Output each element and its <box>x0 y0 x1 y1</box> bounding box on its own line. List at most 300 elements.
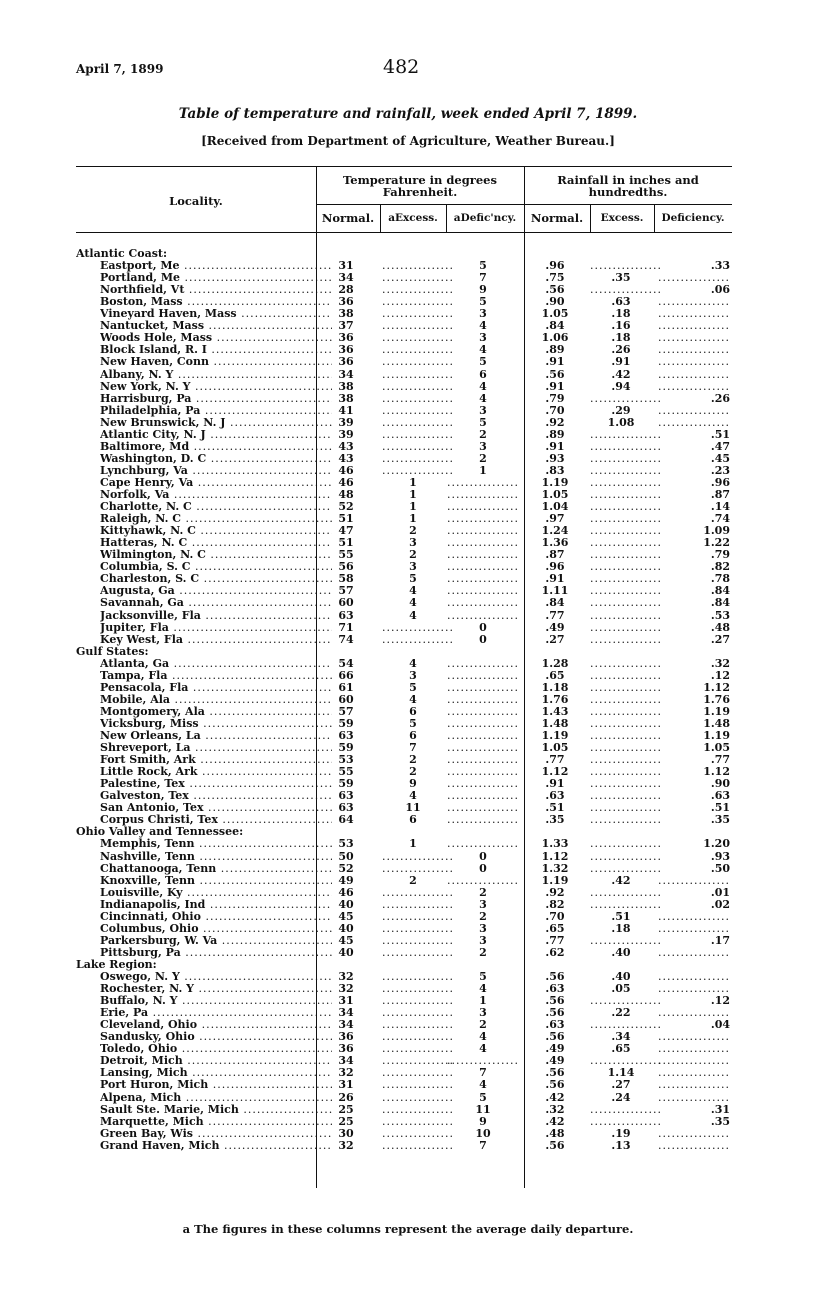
locality-cell: Parkersburg, W. Va ..... <box>100 935 332 947</box>
temp-normal-cell: 63 <box>338 608 354 622</box>
temp-normal-cell: 46 <box>338 475 354 489</box>
rain-deficiency-cell: ................ <box>658 1006 730 1020</box>
locality-cell: Albany, N. Y ..... <box>100 369 332 381</box>
rain-deficiency-cell: .27 <box>710 632 730 646</box>
temp-excess-cell: 1 <box>409 837 417 851</box>
rain-deficiency-cell: .79 <box>710 548 730 562</box>
rain-deficiency-cell: .12 <box>710 994 730 1008</box>
rain-normal-cell: 1.11 <box>541 584 569 598</box>
rain-normal-cell: 1.19 <box>541 873 569 887</box>
temp-excess-cell: ................ <box>382 391 454 405</box>
locality-cell: Alpena, Mich ..... <box>100 1092 332 1104</box>
table-row <box>76 369 732 381</box>
temp-normal-cell: 40 <box>338 945 354 959</box>
temp-normal-cell: 46 <box>338 885 354 899</box>
temp-normal-cell: 34 <box>338 1054 354 1068</box>
temp-deficiency-cell: ................ <box>447 488 519 501</box>
section-label: Ohio Valley and Tennessee: <box>76 826 244 839</box>
locality-cell: Northfield, Vt ..... <box>100 284 332 296</box>
temp-normal-cell: 57 <box>338 704 354 718</box>
temp-deficiency-cell: ................ <box>447 536 519 550</box>
rain-excess-cell: ................ <box>590 608 662 622</box>
temp-excess-cell: 4 <box>409 584 417 598</box>
rain-deficiency-cell: .35 <box>710 1114 730 1128</box>
rain-deficiency-cell: .48 <box>710 620 730 634</box>
temp-normal-cell: 59 <box>338 741 354 755</box>
temp-normal-cell: 54 <box>338 656 354 670</box>
rain-deficiency-cell: .78 <box>710 572 730 586</box>
rain-excess-cell: ................ <box>590 933 662 947</box>
locality-cell: Harrisburg, Pa ..... <box>100 393 332 405</box>
rain-normal-cell: 1.33 <box>541 837 569 851</box>
locality-cell: Cincinnati, Ohio ..... <box>100 911 332 923</box>
rain-deficiency-cell: .50 <box>710 861 730 875</box>
table-row <box>76 429 732 441</box>
rain-deficiency-cell: .02 <box>710 897 730 911</box>
temp-deficiency-cell: ................ <box>447 777 519 791</box>
rain-excess-cell: ................ <box>590 620 662 634</box>
rain-excess-cell: ................ <box>590 548 662 562</box>
rain-deficiency-cell: .84 <box>710 596 730 610</box>
locality-cell: Oswego, N. Y ..... <box>100 971 332 983</box>
temp-excess-cell: ................ <box>382 427 454 441</box>
temp-normal-cell: 30 <box>338 1126 354 1140</box>
rain-deficiency-cell: ................ <box>658 403 730 417</box>
rain-deficiency-cell: ................ <box>658 1042 730 1056</box>
rain-deficiency-cell: ................ <box>658 1030 730 1044</box>
rain-excess-cell: ................ <box>590 259 662 273</box>
temp-deficiency-cell: 5 <box>479 259 487 273</box>
rain-excess-cell: ................ <box>590 994 662 1008</box>
temp-normal-cell: 40 <box>338 921 354 935</box>
temp-normal-cell: 34 <box>338 1006 354 1020</box>
rain-normal-cell: 1.05 <box>541 307 569 321</box>
temp-excess-cell: ................ <box>382 994 454 1008</box>
rain-normal-cell: 1.43 <box>541 704 569 718</box>
temp-excess-cell: 1 <box>409 475 417 489</box>
temp-normal-cell: 66 <box>338 668 354 682</box>
locality-cell: Little Rock, Ark ..... <box>100 766 332 778</box>
temp-deficiency-cell: ................ <box>447 668 519 682</box>
temp-deficiency-cell: ................ <box>447 729 519 742</box>
rain-excess-cell: .22 <box>611 1006 631 1020</box>
rain-normal-cell: .49 <box>545 1054 565 1068</box>
temp-deficiency-cell: 4 <box>479 391 487 405</box>
rain-normal-cell: 1.19 <box>541 729 569 742</box>
locality-cell: Corpus Christi, Tex ..... <box>100 814 332 826</box>
rain-deficiency-cell: 1.19 <box>703 729 730 742</box>
locality-cell: Savannah, Ga ..... <box>100 597 332 609</box>
temp-normal-cell: 63 <box>338 801 354 815</box>
rain-excess-cell: ................ <box>590 765 662 779</box>
rain-deficiency-cell: .63 <box>710 789 730 803</box>
temp-deficiency-cell: 7 <box>479 271 487 285</box>
temp-deficiency-cell: ................ <box>447 548 519 562</box>
temp-excess-cell: ................ <box>382 632 454 646</box>
rain-deficiency-cell: .17 <box>710 933 730 947</box>
locality-cell: Cleveland, Ohio ..... <box>100 1019 332 1031</box>
temp-deficiency-cell: 1 <box>479 994 487 1008</box>
temp-excess-cell: 6 <box>409 813 417 827</box>
rain-normal-cell: 1.05 <box>541 741 569 755</box>
temp-normal-cell: 36 <box>338 1042 354 1056</box>
temp-excess-cell: ................ <box>382 415 454 429</box>
rain-excess-cell: ................ <box>590 584 662 598</box>
temp-deficiency-cell: ................ <box>447 524 519 538</box>
rain-normal-cell: .70 <box>545 403 565 417</box>
rain-normal-cell: .49 <box>545 620 565 634</box>
table-row <box>76 658 732 670</box>
rain-deficiency-cell: .82 <box>710 560 730 574</box>
temp-excess-cell: ................ <box>382 982 454 996</box>
temp-excess-cell: 4 <box>409 656 417 670</box>
temp-normal-cell: 36 <box>338 355 354 369</box>
rain-deficiency-cell: ................ <box>658 343 730 357</box>
rain-excess-cell: .42 <box>611 367 631 381</box>
rain-normal-cell: .63 <box>545 789 565 803</box>
temp-normal-cell: 50 <box>338 849 354 863</box>
rain-normal-cell: .51 <box>545 801 565 815</box>
temp-normal-cell: 32 <box>338 1138 354 1152</box>
rain-normal-cell: .70 <box>545 909 565 923</box>
rain-deficiency-cell: 1.20 <box>703 837 730 851</box>
temp-deficiency-cell: ................ <box>447 475 519 489</box>
temp-deficiency-cell: ................ <box>447 704 519 718</box>
temp-deficiency-cell: ................ <box>447 656 519 670</box>
temp-normal-cell: 49 <box>338 873 354 887</box>
rain-excess-cell: ................ <box>590 283 662 297</box>
temp-excess-cell: 11 <box>405 801 421 815</box>
temp-excess-cell: ................ <box>382 861 454 875</box>
temp-normal-cell: 43 <box>338 439 354 453</box>
rain-excess-cell: .40 <box>611 945 631 959</box>
locality-cell: Sault Ste. Marie, Mich ..... <box>100 1104 332 1116</box>
rain-deficiency-cell: ................ <box>658 307 730 321</box>
rain-excess-cell: .26 <box>611 343 631 357</box>
temp-excess-cell: 9 <box>409 777 417 791</box>
temp-normal-cell: 40 <box>338 897 354 911</box>
temp-deficiency-cell: ................ <box>447 801 519 815</box>
temp-deficiency-cell: ................ <box>447 837 519 851</box>
rain-deficiency-cell: .35 <box>710 813 730 827</box>
rain-deficiency-cell: ................ <box>658 945 730 959</box>
rain-excess-cell: ................ <box>590 560 662 574</box>
rain-normal-cell: .56 <box>545 970 565 983</box>
rain-excess-cell: ................ <box>590 801 662 815</box>
rain-excess-cell: ................ <box>590 789 662 803</box>
rain-deficiency-cell: ................ <box>658 1066 730 1080</box>
locality-cell: Raleigh, N. C ..... <box>100 513 332 525</box>
table-row <box>76 393 732 405</box>
rain-deficiency-cell: .32 <box>710 656 730 670</box>
temp-normal-cell: 63 <box>338 729 354 742</box>
rain-normal-cell: .56 <box>545 367 565 381</box>
temp-excess-cell: ................ <box>382 1114 454 1128</box>
temp-normal-cell: 71 <box>338 620 354 634</box>
table-title: Table of temperature and rainfall, week ended April 7, 1899. <box>178 106 638 122</box>
temp-deficiency-cell: 4 <box>479 379 487 393</box>
section-header-row <box>76 646 732 658</box>
locality-cell: Buffalo, N. Y ..... <box>100 995 332 1007</box>
temp-excess-cell: ................ <box>382 283 454 297</box>
rain-excess-cell: ................ <box>590 777 662 791</box>
temp-deficiency-cell: 4 <box>479 319 487 333</box>
rain-deficiency-cell: .51 <box>710 427 730 441</box>
table-row <box>76 863 732 875</box>
temp-normal-cell: 31 <box>338 1078 354 1092</box>
locality-cell: Charlotte, N. C ..... <box>100 501 332 513</box>
rain-deficiency-cell: 1.12 <box>703 765 730 779</box>
temp-normal-cell: 59 <box>338 716 354 730</box>
rain-normal-cell: .65 <box>545 921 565 935</box>
temp-normal-cell: 37 <box>338 319 354 333</box>
rain-excess-cell: .18 <box>611 921 631 935</box>
temp-normal-cell: 36 <box>338 295 354 309</box>
rain-normal-cell: .84 <box>545 596 565 610</box>
rain-normal-cell: .77 <box>545 933 565 947</box>
rain-normal-cell: .42 <box>545 1090 565 1104</box>
rain-normal-cell: 1.32 <box>541 861 569 875</box>
rain-normal-cell: .91 <box>545 439 565 453</box>
table-row <box>76 1104 732 1116</box>
temp-deficiency-cell: 3 <box>479 921 487 935</box>
locality-cell: New York, N. Y ..... <box>100 381 332 393</box>
locality-cell: Chattanooga, Tenn ..... <box>100 863 332 875</box>
temp-normal-cell: 64 <box>338 813 354 827</box>
temp-normal-cell: 25 <box>338 1102 354 1116</box>
locality-cell: Montgomery, Ala ..... <box>100 706 332 718</box>
rain-normal-cell: .56 <box>545 283 565 297</box>
temp-normal-cell: 48 <box>338 488 354 501</box>
temp-excess-cell: ................ <box>382 355 454 369</box>
locality-cell: Marquette, Mich ..... <box>100 1116 332 1128</box>
rain-deficiency-cell: .45 <box>710 451 730 465</box>
rain-normal-cell: .91 <box>545 379 565 393</box>
rain-deficiency-cell: .33 <box>710 259 730 273</box>
temp-normal-cell: 60 <box>338 596 354 610</box>
table-row <box>76 947 732 959</box>
rain-excess-cell: .29 <box>611 403 631 417</box>
temp-deficiency-cell: 4 <box>479 1078 487 1092</box>
rain-normal-cell: .56 <box>545 1138 565 1152</box>
temp-excess-cell: 2 <box>409 753 417 767</box>
rain-deficiency-cell: ................ <box>658 295 730 309</box>
temp-normal-cell: 52 <box>338 861 354 875</box>
header-locality: Locality. <box>169 194 223 208</box>
temp-excess-cell: ................ <box>382 921 454 935</box>
temp-deficiency-cell: 7 <box>479 1066 487 1080</box>
temp-deficiency-cell: 9 <box>479 283 487 297</box>
locality-cell: Hatteras, N. C ..... <box>100 537 332 549</box>
temp-deficiency-cell: 0 <box>479 861 487 875</box>
temp-normal-cell: 56 <box>338 560 354 574</box>
rain-normal-cell: .84 <box>545 319 565 333</box>
temp-excess-cell: ................ <box>382 319 454 333</box>
rain-deficiency-cell: .01 <box>710 885 730 899</box>
rain-deficiency-cell: ................ <box>658 921 730 935</box>
rain-excess-cell: .19 <box>611 1126 631 1140</box>
locality-cell: Sandusky, Ohio ..... <box>100 1031 332 1043</box>
rain-normal-cell: 1.05 <box>541 488 569 501</box>
temp-excess-cell: ................ <box>382 897 454 911</box>
temp-normal-cell: 34 <box>338 1018 354 1032</box>
rain-excess-cell: ................ <box>590 729 662 742</box>
temp-excess-cell: ................ <box>382 1018 454 1032</box>
temp-normal-cell: 59 <box>338 777 354 791</box>
locality-cell: Pittsburg, Pa ..... <box>100 947 332 959</box>
rain-normal-cell: .56 <box>545 1006 565 1020</box>
locality-cell: Port Huron, Mich ..... <box>100 1079 332 1091</box>
temp-normal-cell: 34 <box>338 271 354 285</box>
header-temp-excess: aExcess. <box>388 212 438 224</box>
temp-excess-cell: 2 <box>409 765 417 779</box>
temp-excess-cell: ................ <box>382 945 454 959</box>
temp-excess-cell: 6 <box>409 729 417 742</box>
temp-normal-cell: 41 <box>338 403 354 417</box>
rain-normal-cell: .92 <box>545 415 565 429</box>
rain-excess-cell: ................ <box>590 1054 662 1068</box>
rain-excess-cell: ................ <box>590 753 662 767</box>
rain-deficiency-cell: ................ <box>658 355 730 369</box>
temp-excess-cell: 1 <box>409 512 417 526</box>
locality-cell: Columbia, S. C ..... <box>100 561 332 573</box>
table-row <box>76 670 732 682</box>
temp-excess-cell: 2 <box>409 524 417 538</box>
temp-normal-cell: 53 <box>338 753 354 767</box>
rain-normal-cell: .90 <box>545 295 565 309</box>
temp-excess-cell: 3 <box>409 536 417 550</box>
temp-excess-cell: ................ <box>382 1138 454 1152</box>
locality-cell: New Haven, Conn ..... <box>100 356 332 368</box>
locality-cell: Augusta, Ga ..... <box>100 585 332 597</box>
table-top-rule <box>76 166 732 167</box>
temp-excess-cell: 4 <box>409 596 417 610</box>
table-row <box>76 1140 732 1152</box>
temp-excess-cell: 3 <box>409 560 417 574</box>
rain-excess-cell: ................ <box>590 680 662 694</box>
locality-cell: Louisville, Ky ..... <box>100 887 332 899</box>
rain-normal-cell: .63 <box>545 982 565 996</box>
temp-deficiency-cell: ................ <box>447 716 519 730</box>
rain-normal-cell: .65 <box>545 668 565 682</box>
rain-excess-cell: .34 <box>611 1030 631 1044</box>
temp-excess-cell: ................ <box>382 909 454 923</box>
rain-normal-cell: 1.48 <box>541 716 569 730</box>
rain-excess-cell: .35 <box>611 271 631 285</box>
temp-excess-cell: ................ <box>382 343 454 357</box>
temp-normal-cell: 45 <box>338 909 354 923</box>
rain-deficiency-cell: ................ <box>658 1126 730 1140</box>
rain-normal-cell: .56 <box>545 1030 565 1044</box>
rain-normal-cell: .89 <box>545 427 565 441</box>
temp-excess-cell: 5 <box>409 716 417 730</box>
temp-deficiency-cell: 3 <box>479 403 487 417</box>
rain-excess-cell: ................ <box>590 849 662 863</box>
table-row <box>76 1079 732 1091</box>
temp-excess-cell: 1 <box>409 500 417 514</box>
temp-normal-cell: 38 <box>338 391 354 405</box>
locality-cell: Vicksburg, Miss ..... <box>100 718 332 730</box>
rain-deficiency-cell: .31 <box>710 1102 730 1116</box>
temp-deficiency-cell: 2 <box>479 451 487 465</box>
rain-normal-cell: 1.28 <box>541 656 569 670</box>
temp-deficiency-cell: ................ <box>447 596 519 610</box>
rain-excess-cell: ................ <box>590 668 662 682</box>
table-row <box>76 356 732 368</box>
temp-normal-cell: 38 <box>338 307 354 321</box>
temp-normal-cell: 53 <box>338 837 354 851</box>
rain-excess-cell: ................ <box>590 837 662 851</box>
temp-deficiency-cell: 2 <box>479 909 487 923</box>
rain-excess-cell: ................ <box>590 704 662 718</box>
rain-normal-cell: 1.76 <box>541 692 569 706</box>
header-rainfall-group: Rainfall in inches and hundredths. <box>557 173 699 199</box>
rain-deficiency-cell: .06 <box>710 283 730 297</box>
footnote: a The figures in these columns represent the average daily departure. <box>182 1222 634 1236</box>
temp-normal-cell: 36 <box>338 343 354 357</box>
locality-cell: Palestine, Tex ..... <box>100 778 332 790</box>
rain-excess-cell: ................ <box>590 692 662 706</box>
temp-normal-cell: 26 <box>338 1090 354 1104</box>
rain-excess-cell: ................ <box>590 885 662 899</box>
temp-deficiency-cell: 5 <box>479 355 487 369</box>
rain-excess-cell: .18 <box>611 331 631 345</box>
temp-excess-cell: ................ <box>382 367 454 381</box>
rain-excess-cell: ................ <box>590 596 662 610</box>
temp-excess-cell: ................ <box>382 271 454 285</box>
rain-normal-cell: .89 <box>545 343 565 357</box>
rain-excess-cell: ................ <box>590 716 662 730</box>
temp-excess-cell: ................ <box>382 403 454 417</box>
rain-deficiency-cell: ................ <box>658 970 730 983</box>
rain-excess-cell: ................ <box>590 813 662 827</box>
rain-deficiency-cell: ................ <box>658 415 730 429</box>
temp-deficiency-cell: 0 <box>479 849 487 863</box>
locality-cell: Fort Smith, Ark ..... <box>100 754 332 766</box>
rain-normal-cell: .42 <box>545 1114 565 1128</box>
temp-deficiency-cell: 3 <box>479 331 487 345</box>
temp-deficiency-cell: 3 <box>479 1006 487 1020</box>
rain-normal-cell: 1.19 <box>541 475 569 489</box>
table-row <box>76 597 732 609</box>
temp-normal-cell: 55 <box>338 548 354 562</box>
header-temp-deficiency: aDefic'ncy. <box>453 212 517 224</box>
temp-excess-cell: ................ <box>382 463 454 477</box>
rain-normal-cell: .92 <box>545 885 565 899</box>
rain-deficiency-cell: ................ <box>658 1054 730 1068</box>
temp-deficiency-cell: ................ <box>447 765 519 779</box>
table-row <box>76 814 732 826</box>
rain-deficiency-cell: ................ <box>658 379 730 393</box>
temp-normal-cell: 58 <box>338 572 354 586</box>
locality-cell: Knoxville, Tenn ..... <box>100 875 332 887</box>
rain-deficiency-cell: ................ <box>658 873 730 887</box>
locality-cell: Galveston, Tex ..... <box>100 790 332 802</box>
locality-cell: Baltimore, Md ..... <box>100 441 332 453</box>
temp-excess-cell: 5 <box>409 680 417 694</box>
locality-cell: Pensacola, Fla ..... <box>100 682 332 694</box>
temp-excess-cell: ................ <box>382 1030 454 1044</box>
rain-normal-cell: .96 <box>545 560 565 574</box>
rain-normal-cell: .48 <box>545 1126 565 1140</box>
rain-deficiency-cell: ................ <box>658 367 730 381</box>
temp-excess-cell: ................ <box>382 1126 454 1140</box>
table-row <box>76 622 732 634</box>
temp-normal-cell: 36 <box>338 331 354 345</box>
rain-deficiency-cell: ................ <box>658 319 730 333</box>
temp-deficiency-cell: 2 <box>479 427 487 441</box>
temp-excess-cell: ................ <box>382 1054 454 1068</box>
